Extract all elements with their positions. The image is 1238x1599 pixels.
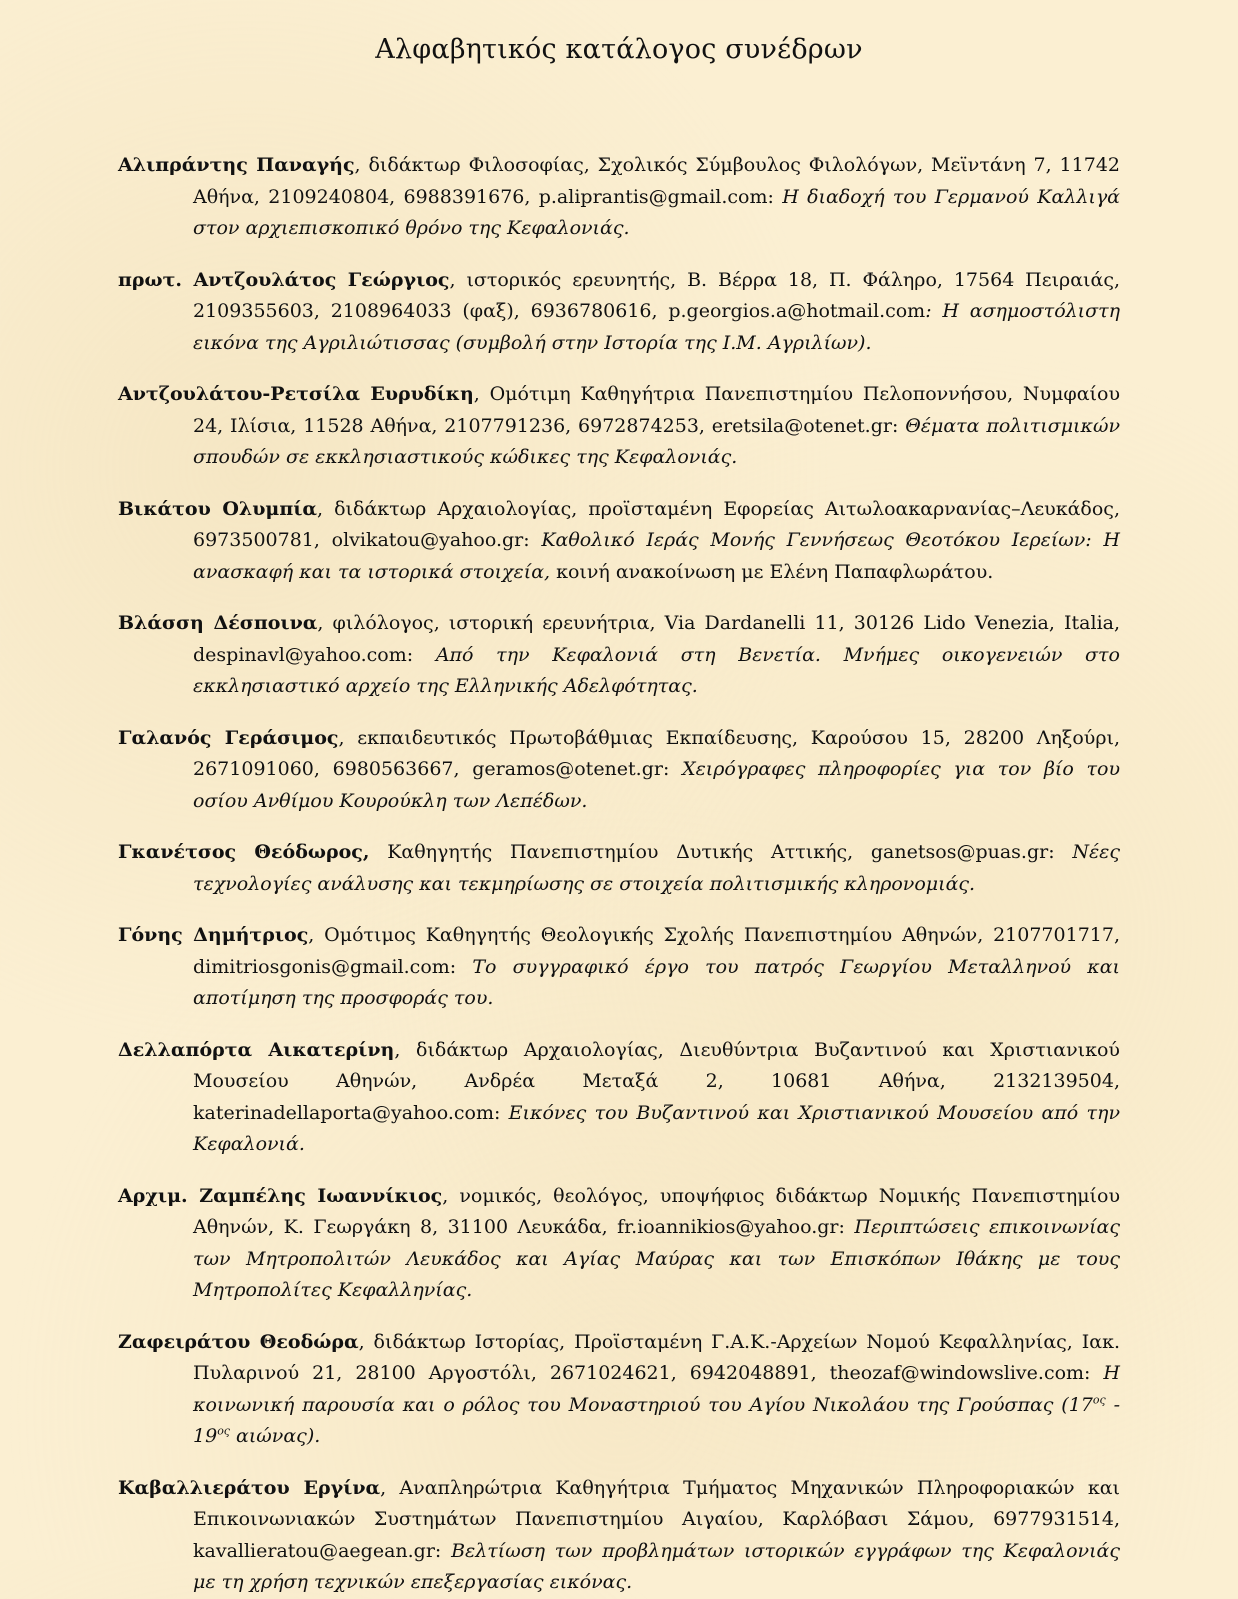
participant-details: , Ομότιμος Καθηγητής Θεολογικής Σχολής Πανεπιστημίου Αθηνών, 2107701717, dimitriosgonis@gmail.com:: [193, 924, 1121, 978]
participant-details: , διδάκτωρ Αρχαιολογίας, Διευθύντρια Βυζαντινού και Χριστιανικού Μουσείου Αθηνών, Ανδρέα Μεταξά 2, 10681 Αθήνα, 2132139504, katerinadellaporta@yahoo.com:: [193, 1038, 1120, 1124]
paper-title: Βελτίωση των προβλημάτων ιστορικών εγγράφων της Κεφαλονιάς με τη χρήση τεχνικών επεξεργασίας εικόνας.: [193, 1539, 1120, 1593]
participant-details: , φιλόλογος, ιστορική ερευνήτρια, Via Dardanelli 11, 30126 Lido Venezia, Italia, despinavl@yahoo.com:: [193, 612, 1121, 666]
participant-name: Αντζουλάτου-Ρετσίλα Ευρυδίκη: [118, 383, 474, 405]
paper-title: Περιπτώσεις επικοινωνίας των Μητροπολιτών Λευκάδος και Αγίας Μαύρας και των Επισκόπων Ιθάκης με τους Μητροπολίτες Κεφαλληνίας.: [193, 1216, 1121, 1301]
participant-name: Δελλαπόρτα Αικατερίνη: [118, 1038, 395, 1061]
paper-title: Από την Κεφαλονιά στη Βενετία. Μνήμες οικογενειών στο εκκλησιαστικό αρχείο της Ελληνικής Αδελφότητας.: [193, 643, 1120, 697]
list-item: [118, 723, 1120, 818]
participant-name: Αρχιμ. Ζαμπέλης Ιωαννίκιος: [118, 1184, 443, 1207]
participant-name: Βλάσση Δέσποινα: [118, 612, 318, 634]
list-item: [118, 494, 1120, 589]
list-item: [118, 1473, 1120, 1599]
participant-name: πρωτ. Αντζουλάτος Γεώργιος: [118, 268, 450, 291]
participant-name: Γαλανός Γεράσιμος: [118, 726, 339, 749]
paper-title: Καθολικό Ιεράς Μονής Γεννήσεως Θεοτόκου Ιερείων: Η ανασκαφή και τα ιστορικά στοιχεία,: [193, 529, 1120, 583]
list-item: [118, 920, 1120, 1015]
page-title: Αλφαβητικός κατάλογος συνέδρων: [375, 34, 863, 65]
participant-name: Γκανέτσος Θεόδωρος,: [118, 841, 370, 863]
participant-name: Ζαφειράτου Θεοδώρα: [118, 1330, 359, 1353]
paper-title-part: Η κοινωνική παρουσία και ο ρόλος του Μοναστηριού του Αγίου Νικολάου της Γρούσπας (17: [193, 1362, 1120, 1416]
ordinal-suffix: ος: [1092, 1393, 1106, 1407]
participant-note: κοινή ανακοίνωση με Ελένη Παπαφλωράτου.: [550, 560, 994, 583]
list-item: [118, 265, 1120, 360]
list-item: [118, 1035, 1120, 1161]
paper-title: Εικόνες του Βυζαντινού και Χριστιανικού Μουσείου από την Κεφαλονιά.: [193, 1101, 1120, 1155]
participant-details: , διδάκτωρ Αρχαιολογίας, προϊσταμένη Εφορείας Αιτωλοακαρνανίας–Λευκάδος, 6973500781, olvikatou@yahoo.gr:: [193, 497, 1120, 551]
participant-details: , εκπαιδευτικός Πρωτοβάθμιας Εκπαίδευσης, Καρούσου 15, 28200 Ληξούρι, 2671091060, 6980563667, geramos@otenet.gr:: [193, 726, 1121, 780]
participant-details: Καθηγητής Πανεπιστημίου Δυτικής Αττικής, ganetsos@puas.gr:: [369, 841, 1073, 863]
list-item: [118, 1181, 1120, 1307]
paper-title-part: - 19: [193, 1393, 1121, 1447]
list-item: [118, 837, 1120, 900]
paper-title: : Η ασημοστόλιστη εικόνα της Αγριλιώτισσας (συμβολή στην Ιστορία της Ι.Μ. Αγριλίων).: [193, 300, 1120, 354]
participant-details: , ιστορικός ερευνητής, Β. Βέρρα 18, Π. Φάληρο, 17564 Πειραιάς, 2109355603, 2108964033 (φαξ), 6936780616, p.georgios.a@hotmail.com: [193, 268, 1121, 322]
paper-title: Το συγγραφικό έργο του πατρός Γεωργίου Μεταλληνού και αποτίμηση της προσφοράς του.: [193, 955, 1120, 1009]
participant-name: Καβαλλιεράτου Εργίνα: [118, 1476, 381, 1499]
paper-title: Η διαδοχή του Γερμανού Καλλιγά στον αρχιεπισκοπικό θρόνο της Κεφαλονιάς.: [193, 185, 1121, 239]
participant-details: , Ομότιμη Καθηγήτρια Πανεπιστημίου Πελοποννήσου, Νυμφαίου 24, Ιλίσια, 11528 Αθήνα, 2107791236, 6972874253, eretsila@otenet.gr:: [193, 383, 1120, 437]
paper-title: Χειρόγραφες πληροφορίες για τον βίο του οσίου Ανθίμου Κουρούκλη των Λεπέδων.: [193, 758, 1121, 812]
list-item: [118, 608, 1120, 703]
participant-name: Βικάτου Ολυμπία: [118, 497, 318, 520]
paper-title: Νέες τεχνολογίες ανάλυσης και τεκμηρίωσης σε στοιχεία πολιτισμικής κληρονομιάς.: [193, 841, 1121, 895]
list-item: [118, 150, 1120, 245]
participant-details: , Αναπληρώτρια Καθηγήτρια Τμήματος Μηχανικών Πληροφοριακών και Επικοινωνιακών Συστημάτων Πανεπιστημίου Αιγαίου, Καρλόβασι Σάμου, 6977931514, kavallieratou@aegean.gr:: [193, 1476, 1120, 1562]
list-item: [118, 1327, 1120, 1453]
participant-details: , διδάκτωρ Ιστορίας, Προϊσταμένη Γ.Α.Κ.-Αρχείων Νομού Κεφαλληνίας, Ιακ. Πυλαρινού 21, 28100 Αργοστόλι, 2671024621, 6942048891, theozaf@windowslive.com:: [193, 1330, 1121, 1384]
list-item: [118, 379, 1120, 474]
ordinal-suffix: ος: [217, 1424, 230, 1438]
participant-name: Γόνης Δημήτριος: [118, 924, 309, 946]
paper-title-part: αιώνας).: [229, 1425, 321, 1447]
participant-name: Αλιπράντης Παναγής: [118, 154, 355, 176]
paper-title: Θέματα πολιτισμικών σπουδών σε εκκλησιαστικούς κώδικες της Κεφαλονιάς.: [193, 414, 1121, 468]
participant-details: , νομικός, θεολόγος, υποψήφιος διδάκτωρ Νομικής Πανεπιστημίου Αθηνών, Κ. Γεωργάκη 8, 31100 Λευκάδα, fr.ioannikios@yahoo.gr:: [193, 1184, 1120, 1238]
participant-details: , διδάκτωρ Φιλοσοφίας, Σχολικός Σύμβουλος Φιλολόγων, Μεϊντάνη 7, 11742 Αθήνα, 2109240804, 6988391676, p.aliprantis@gmail.com:: [193, 154, 1120, 208]
